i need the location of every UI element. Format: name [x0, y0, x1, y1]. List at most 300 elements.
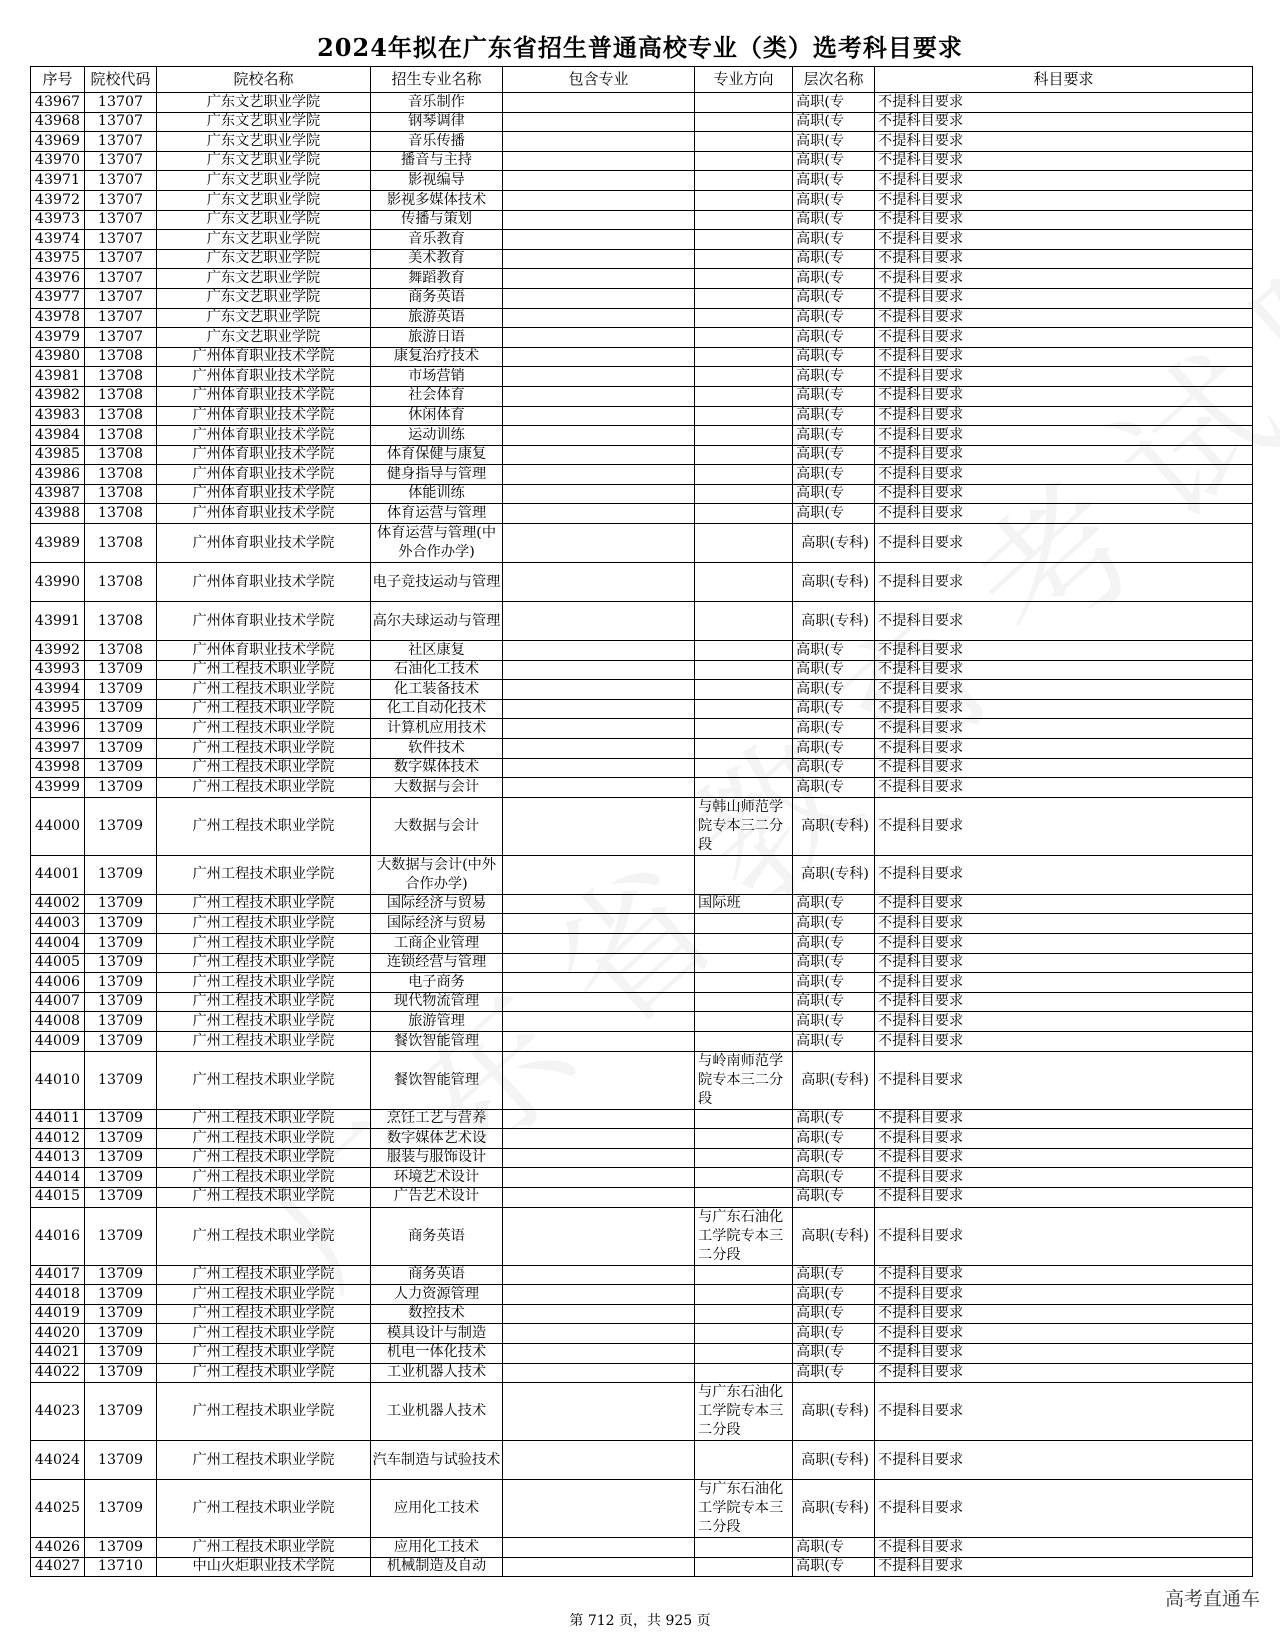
table-row — [31, 1285, 1253, 1305]
cell-major: 旅游日语 — [371, 328, 503, 348]
cell-no: 43975 — [31, 249, 85, 269]
cell-req: 不提科目要求 — [875, 1187, 1253, 1207]
cell-incl — [503, 1441, 695, 1480]
cell-dir — [695, 739, 793, 759]
cell-no: 43982 — [31, 386, 85, 406]
cell-no: 44001 — [31, 855, 85, 894]
cell-no: 44024 — [31, 1441, 85, 1480]
cell-incl — [503, 524, 695, 563]
cell-level: 高职(专 — [793, 699, 875, 719]
table-row — [31, 739, 1253, 759]
table-row — [31, 367, 1253, 387]
cell-req: 不提科目要求 — [875, 1031, 1253, 1051]
cell-code: 13709 — [85, 1343, 157, 1363]
cell-code: 13709 — [85, 894, 157, 914]
cell-code: 13707 — [85, 93, 157, 113]
cell-req: 不提科目要求 — [875, 719, 1253, 739]
cell-no: 43983 — [31, 406, 85, 426]
cell-dir — [695, 778, 793, 798]
cell-code: 13708 — [85, 367, 157, 387]
cell-code: 13708 — [85, 426, 157, 446]
cell-code: 13709 — [85, 1129, 157, 1149]
cell-major: 电子商务 — [371, 973, 503, 993]
cell-req: 不提科目要求 — [875, 1109, 1253, 1129]
cell-major: 工商企业管理 — [371, 934, 503, 954]
table-row — [31, 93, 1253, 113]
cell-dir — [695, 1031, 793, 1051]
cell-major: 大数据与会计 — [371, 797, 503, 855]
cell-req: 不提科目要求 — [875, 93, 1253, 113]
cell-dir — [695, 660, 793, 680]
cell-incl — [503, 386, 695, 406]
cell-school: 广州工程技术职业学院 — [157, 797, 371, 855]
cell-no: 44008 — [31, 1012, 85, 1032]
cell-code: 13707 — [85, 230, 157, 250]
cell-dir — [695, 308, 793, 328]
cell-major: 连锁经营与管理 — [371, 953, 503, 973]
cell-incl — [503, 1265, 695, 1285]
cell-code: 13709 — [85, 660, 157, 680]
table-row — [31, 934, 1253, 954]
table-row — [31, 445, 1253, 465]
cell-code: 13708 — [85, 524, 157, 563]
table-row — [31, 1304, 1253, 1324]
cell-incl — [503, 1557, 695, 1577]
cell-major: 电子竞技运动与管理 — [371, 563, 503, 602]
cell-major: 体育运营与管理 — [371, 504, 503, 524]
table-row — [31, 914, 1253, 934]
cell-req: 不提科目要求 — [875, 855, 1253, 894]
cell-school: 广州工程技术职业学院 — [157, 699, 371, 719]
table-row — [31, 249, 1253, 269]
cell-major: 大数据与会计(中外合作办学) — [371, 855, 503, 894]
cell-req: 不提科目要求 — [875, 190, 1253, 210]
cell-no: 43984 — [31, 426, 85, 446]
cell-code: 13709 — [85, 1109, 157, 1129]
cell-level: 高职(专 — [793, 151, 875, 171]
cell-dir — [695, 328, 793, 348]
cell-school: 广州工程技术职业学院 — [157, 1538, 371, 1558]
cell-code: 13709 — [85, 1538, 157, 1558]
cell-no: 43981 — [31, 367, 85, 387]
cell-no: 44009 — [31, 1031, 85, 1051]
cell-school: 广州工程技术职业学院 — [157, 1324, 371, 1344]
cell-school: 广州工程技术职业学院 — [157, 1051, 371, 1109]
cell-school: 广东文艺职业学院 — [157, 328, 371, 348]
cell-no: 43997 — [31, 739, 85, 759]
table-row — [31, 1441, 1253, 1480]
cell-code: 13709 — [85, 973, 157, 993]
table-row — [31, 778, 1253, 798]
cell-school: 广州工程技术职业学院 — [157, 1343, 371, 1363]
cell-level: 高职(专 — [793, 112, 875, 132]
cell-code: 13709 — [85, 934, 157, 954]
cell-incl — [503, 778, 695, 798]
table-row — [31, 660, 1253, 680]
cell-code: 13709 — [85, 1148, 157, 1168]
cell-major: 应用化工技术 — [371, 1480, 503, 1538]
cell-school: 广东文艺职业学院 — [157, 171, 371, 191]
cell-req: 不提科目要求 — [875, 1207, 1253, 1265]
cell-code: 13709 — [85, 1441, 157, 1480]
cell-level: 高职(专 — [793, 914, 875, 934]
table-row — [31, 426, 1253, 446]
cell-school: 广州体育职业技术学院 — [157, 641, 371, 661]
cell-level: 高职(专 — [793, 465, 875, 485]
cell-incl — [503, 484, 695, 504]
cell-major: 音乐传播 — [371, 132, 503, 152]
cell-school: 广州工程技术职业学院 — [157, 1187, 371, 1207]
table-row — [31, 1012, 1253, 1032]
cell-school: 中山火炬职业技术学院 — [157, 1557, 371, 1577]
cell-no: 43978 — [31, 308, 85, 328]
cell-major: 汽车制造与试验技术 — [371, 1441, 503, 1480]
cell-no: 43977 — [31, 288, 85, 308]
cell-code: 13709 — [85, 797, 157, 855]
cell-dir — [695, 151, 793, 171]
cell-dir — [695, 699, 793, 719]
cell-incl — [503, 953, 695, 973]
cell-level: 高职(专 — [793, 328, 875, 348]
cell-dir — [695, 1285, 793, 1305]
cell-no: 43995 — [31, 699, 85, 719]
cell-level: 高职(专 — [793, 426, 875, 446]
cell-req: 不提科目要求 — [875, 230, 1253, 250]
cell-level: 高职(专 — [793, 1109, 875, 1129]
cell-no: 43970 — [31, 151, 85, 171]
cell-level: 高职(专 — [793, 1031, 875, 1051]
cell-major: 体能训练 — [371, 484, 503, 504]
cell-dir — [695, 524, 793, 563]
cell-no: 44016 — [31, 1207, 85, 1265]
table-row — [31, 797, 1253, 855]
cell-req: 不提科目要求 — [875, 1538, 1253, 1558]
cell-req: 不提科目要求 — [875, 641, 1253, 661]
cell-school: 广州工程技术职业学院 — [157, 1285, 371, 1305]
cell-incl — [503, 445, 695, 465]
header-cell: 专业方向 — [695, 67, 793, 93]
page-number-footer: 第 712 页，共 925 页 — [569, 1613, 711, 1629]
header-cell: 院校代码 — [85, 67, 157, 93]
cell-dir — [695, 563, 793, 602]
cell-dir — [695, 132, 793, 152]
cell-req: 不提科目要求 — [875, 1363, 1253, 1383]
cell-level: 高职(专 — [793, 973, 875, 993]
cell-req: 不提科目要求 — [875, 406, 1253, 426]
cell-req: 不提科目要求 — [875, 524, 1253, 563]
table-row — [31, 680, 1253, 700]
cell-major: 影视多媒体技术 — [371, 190, 503, 210]
table-row — [31, 1324, 1253, 1344]
cell-no: 44015 — [31, 1187, 85, 1207]
cell-incl — [503, 719, 695, 739]
cell-dir — [695, 465, 793, 485]
cell-major: 人力资源管理 — [371, 1285, 503, 1305]
cell-req: 不提科目要求 — [875, 1168, 1253, 1188]
cell-no: 44010 — [31, 1051, 85, 1109]
cell-level: 高职(专 — [793, 93, 875, 113]
cell-code: 13708 — [85, 484, 157, 504]
cell-major: 国际经济与贸易 — [371, 914, 503, 934]
cell-major: 体育保健与康复 — [371, 445, 503, 465]
table-row — [31, 1148, 1253, 1168]
cell-dir — [695, 230, 793, 250]
cell-no: 43993 — [31, 660, 85, 680]
table-row — [31, 699, 1253, 719]
cell-no: 44004 — [31, 934, 85, 954]
cell-no: 44000 — [31, 797, 85, 855]
cell-code: 13709 — [85, 758, 157, 778]
header-cell: 院校名称 — [157, 67, 371, 93]
cell-code: 13708 — [85, 465, 157, 485]
cell-no: 43973 — [31, 210, 85, 230]
cell-dir — [695, 269, 793, 289]
cell-req: 不提科目要求 — [875, 347, 1253, 367]
cell-major: 社区康复 — [371, 641, 503, 661]
corner-watermark: 高考直通车 — [1164, 1588, 1260, 1610]
cell-level: 高职(专科) — [793, 1051, 875, 1109]
cell-level: 高职(专 — [793, 190, 875, 210]
cell-no: 44027 — [31, 1557, 85, 1577]
cell-req: 不提科目要求 — [875, 1265, 1253, 1285]
cell-dir: 与韩山师范学院专本三二分段 — [695, 797, 793, 855]
table-row — [31, 1031, 1253, 1051]
cell-req: 不提科目要求 — [875, 973, 1253, 993]
cell-school: 广州体育职业技术学院 — [157, 347, 371, 367]
cell-req: 不提科目要求 — [875, 426, 1253, 446]
cell-school: 广州工程技术职业学院 — [157, 992, 371, 1012]
table-row — [31, 190, 1253, 210]
cell-school: 广东文艺职业学院 — [157, 93, 371, 113]
cell-dir: 与岭南师范学院专本三二分段 — [695, 1051, 793, 1109]
cell-major: 工业机器人技术 — [371, 1383, 503, 1441]
cell-level: 高职(专 — [793, 1363, 875, 1383]
cell-dir — [695, 1557, 793, 1577]
cell-code: 13708 — [85, 504, 157, 524]
cell-no: 43990 — [31, 563, 85, 602]
cell-req: 不提科目要求 — [875, 1383, 1253, 1441]
cell-school: 广州体育职业技术学院 — [157, 465, 371, 485]
cell-level: 高职(专 — [793, 641, 875, 661]
cell-major: 旅游英语 — [371, 308, 503, 328]
cell-major: 影视编导 — [371, 171, 503, 191]
table-row — [31, 894, 1253, 914]
cell-no: 43992 — [31, 641, 85, 661]
header-cell: 包含专业 — [503, 67, 695, 93]
cell-level: 高职(专科) — [793, 1383, 875, 1441]
cell-level: 高职(专 — [793, 719, 875, 739]
cell-req: 不提科目要求 — [875, 953, 1253, 973]
cell-school: 广东文艺职业学院 — [157, 151, 371, 171]
cell-no: 44019 — [31, 1304, 85, 1324]
cell-major: 商务英语 — [371, 1207, 503, 1265]
cell-major: 应用化工技术 — [371, 1538, 503, 1558]
cell-code: 13709 — [85, 1265, 157, 1285]
cell-no: 44006 — [31, 973, 85, 993]
cell-no: 43969 — [31, 132, 85, 152]
cell-no: 44003 — [31, 914, 85, 934]
cell-dir — [695, 1324, 793, 1344]
cell-dir — [695, 504, 793, 524]
cell-code: 13709 — [85, 1031, 157, 1051]
cell-school: 广州体育职业技术学院 — [157, 602, 371, 641]
cell-req: 不提科目要求 — [875, 563, 1253, 602]
cell-code: 13707 — [85, 288, 157, 308]
cell-code: 13707 — [85, 308, 157, 328]
cell-incl — [503, 171, 695, 191]
table-row — [31, 230, 1253, 250]
cell-no: 43974 — [31, 230, 85, 250]
cell-dir — [695, 992, 793, 1012]
cell-code: 13710 — [85, 1557, 157, 1577]
cell-req: 不提科目要求 — [875, 1557, 1253, 1577]
cell-dir — [695, 190, 793, 210]
cell-level: 高职(专科) — [793, 563, 875, 602]
cell-req: 不提科目要求 — [875, 288, 1253, 308]
cell-code: 13709 — [85, 1324, 157, 1344]
cell-major: 美术教育 — [371, 249, 503, 269]
cell-req: 不提科目要求 — [875, 914, 1253, 934]
cell-major: 环境艺术设计 — [371, 1168, 503, 1188]
cell-req: 不提科目要求 — [875, 151, 1253, 171]
cell-req: 不提科目要求 — [875, 894, 1253, 914]
cell-req: 不提科目要求 — [875, 1343, 1253, 1363]
cell-school: 广东文艺职业学院 — [157, 190, 371, 210]
cell-major: 软件技术 — [371, 739, 503, 759]
cell-school: 广州工程技术职业学院 — [157, 973, 371, 993]
cell-major: 休闲体育 — [371, 406, 503, 426]
cell-req: 不提科目要求 — [875, 699, 1253, 719]
cell-incl — [503, 1343, 695, 1363]
cell-incl — [503, 426, 695, 446]
cell-school: 广州体育职业技术学院 — [157, 367, 371, 387]
cell-req: 不提科目要求 — [875, 328, 1253, 348]
cell-dir — [695, 426, 793, 446]
cell-school: 广州工程技术职业学院 — [157, 1304, 371, 1324]
cell-req: 不提科目要求 — [875, 660, 1253, 680]
cell-incl — [503, 563, 695, 602]
cell-major: 广告艺术设计 — [371, 1187, 503, 1207]
cell-req: 不提科目要求 — [875, 249, 1253, 269]
cell-req: 不提科目要求 — [875, 758, 1253, 778]
cell-major: 康复治疗技术 — [371, 347, 503, 367]
cell-school: 广东文艺职业学院 — [157, 132, 371, 152]
table-row — [31, 1207, 1253, 1265]
cell-school: 广州工程技术职业学院 — [157, 934, 371, 954]
cell-incl — [503, 1324, 695, 1344]
cell-dir — [695, 1363, 793, 1383]
cell-school: 广州工程技术职业学院 — [157, 953, 371, 973]
cell-major: 商务英语 — [371, 1265, 503, 1285]
cell-no: 43985 — [31, 445, 85, 465]
table-row — [31, 602, 1253, 641]
cell-dir — [695, 1441, 793, 1480]
cell-dir — [695, 386, 793, 406]
cell-dir — [695, 406, 793, 426]
table-row — [31, 1187, 1253, 1207]
header-cell: 序号 — [31, 67, 85, 93]
cell-level: 高职(专 — [793, 171, 875, 191]
cell-level: 高职(专 — [793, 1343, 875, 1363]
cell-no: 43980 — [31, 347, 85, 367]
table-row — [31, 1538, 1253, 1558]
cell-code: 13709 — [85, 680, 157, 700]
cell-level: 高职(专 — [793, 1187, 875, 1207]
cell-level: 高职(专 — [793, 953, 875, 973]
cell-req: 不提科目要求 — [875, 1051, 1253, 1109]
cell-level: 高职(专 — [793, 210, 875, 230]
cell-dir — [695, 1538, 793, 1558]
cell-level: 高职(专 — [793, 1285, 875, 1305]
cell-code: 13709 — [85, 1051, 157, 1109]
table-row — [31, 1129, 1253, 1149]
cell-req: 不提科目要求 — [875, 739, 1253, 759]
cell-major: 机械制造及自动 — [371, 1557, 503, 1577]
cell-dir — [695, 602, 793, 641]
cell-major: 化工装备技术 — [371, 680, 503, 700]
cell-school: 广州工程技术职业学院 — [157, 1129, 371, 1149]
cell-code: 13709 — [85, 699, 157, 719]
cell-major: 数字媒体艺术设 — [371, 1129, 503, 1149]
cell-code: 13708 — [85, 406, 157, 426]
cell-major: 播音与主持 — [371, 151, 503, 171]
cell-major: 机电一体化技术 — [371, 1343, 503, 1363]
cell-req: 不提科目要求 — [875, 484, 1253, 504]
cell-dir — [695, 641, 793, 661]
cell-incl — [503, 112, 695, 132]
table-row — [31, 758, 1253, 778]
cell-no: 43998 — [31, 758, 85, 778]
cell-incl — [503, 1012, 695, 1032]
cell-dir — [695, 210, 793, 230]
cell-incl — [503, 367, 695, 387]
cell-school: 广东文艺职业学院 — [157, 210, 371, 230]
cell-req: 不提科目要求 — [875, 1285, 1253, 1305]
cell-major: 社会体育 — [371, 386, 503, 406]
cell-major: 高尔夫球运动与管理 — [371, 602, 503, 641]
cell-no: 43999 — [31, 778, 85, 798]
cell-major: 商务英语 — [371, 288, 503, 308]
cell-level: 高职(专 — [793, 1265, 875, 1285]
cell-req: 不提科目要求 — [875, 504, 1253, 524]
cell-dir — [695, 953, 793, 973]
cell-school: 广州工程技术职业学院 — [157, 719, 371, 739]
cell-school: 广州体育职业技术学院 — [157, 386, 371, 406]
cell-incl — [503, 855, 695, 894]
cell-code: 13707 — [85, 328, 157, 348]
cell-code: 13707 — [85, 190, 157, 210]
table-row — [31, 171, 1253, 191]
cell-no: 44005 — [31, 953, 85, 973]
cell-code: 13709 — [85, 1480, 157, 1538]
cell-incl — [503, 1051, 695, 1109]
cell-incl — [503, 230, 695, 250]
cell-code: 13709 — [85, 1304, 157, 1324]
cell-incl — [503, 934, 695, 954]
cell-req: 不提科目要求 — [875, 1304, 1253, 1324]
cell-level: 高职(专科) — [793, 1480, 875, 1538]
cell-req: 不提科目要求 — [875, 112, 1253, 132]
cell-code: 13708 — [85, 602, 157, 641]
cell-school: 广州工程技术职业学院 — [157, 1480, 371, 1538]
cell-dir — [695, 1148, 793, 1168]
cell-dir: 国际班 — [695, 894, 793, 914]
cell-level: 高职(专 — [793, 406, 875, 426]
cell-incl — [503, 1148, 695, 1168]
cell-level: 高职(专科) — [793, 1441, 875, 1480]
cell-level: 高职(专 — [793, 386, 875, 406]
cell-req: 不提科目要求 — [875, 269, 1253, 289]
